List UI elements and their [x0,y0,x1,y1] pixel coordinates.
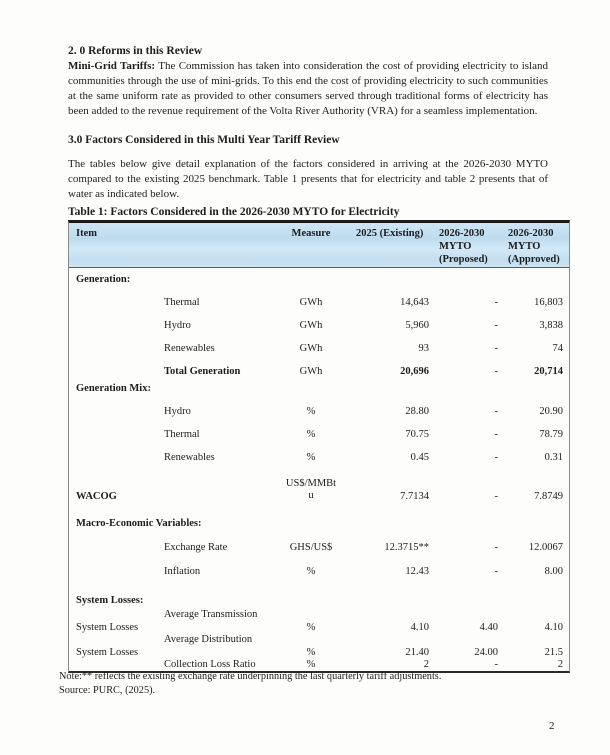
item-label: Average Transmission [164,609,258,620]
item-label: Average Distribution [164,634,253,645]
table-row-inflation [69,558,569,581]
proposed-value: - [494,659,498,670]
paragraph-mini-grid-tariffs [68,59,548,119]
approved-value: 3,838 [539,320,563,331]
row-left-label: System Losses [76,621,139,633]
measure-value: % [306,566,316,577]
approved-value: 4.10 [544,622,563,633]
measure-value: US$/MMBtu [285,478,337,501]
table-row-group-macro-economic [69,506,569,533]
group-label: Macro-Economic Variables: [76,518,202,529]
table1-block [68,205,570,673]
item-label: Collection Loss Ratio [164,659,256,670]
measure-value: GWh [299,343,323,354]
table-row-average-distribution [69,634,569,659]
table-header-row [69,223,569,268]
measure-value: % [306,429,316,440]
item-label: Renewables [164,452,215,463]
header-2025-existing: 2025 (Existing) [356,228,424,239]
paragraph-body-text: The Commission has taken into consideration the cost of providing electricity to island communities through the use of mini-grids. To this end the cost of providing electricity to such communities at the same uniform rate as provided to other consumers served through traditional forms of electricity has been added to the revenue requirement of the Volta River Authority (VRA) for a seamless implementation. [68,60,548,117]
header-myto-proposed: 2026-2030 MYTO (Proposed) [439,228,488,265]
measure-value: GHS/US$ [289,542,333,553]
measure-value: % [306,659,316,670]
item-label: Exchange Rate [164,542,228,553]
header-measure: Measure [291,228,331,239]
existing-value: 20,696 [400,366,429,377]
paragraph-lead-bold: Mini-Grid Tariffs: [68,60,156,72]
section-heading-factors: 3.0 Factors Considered in this Multi Year Tariff Review [68,134,340,146]
proposed-value: - [494,320,498,331]
table-note: Note:** reflects the existing exchange rate underpinning the last quarterly tariff adjustments. [59,671,442,682]
measure-value: % [306,406,316,417]
existing-value: 21.40 [405,647,429,658]
item-label: Thermal [164,429,200,440]
measure-value: GWh [299,366,323,377]
table-row-thermal-gwh [69,294,569,317]
footnotes-block [59,670,564,697]
existing-value: 5,960 [405,320,429,331]
existing-value: 12.3715** [384,542,429,553]
table-row-total-generation [69,363,569,380]
header-myto-approved: 2026-2030 MYTO (Approved) [508,228,560,265]
proposed-value: - [494,343,498,354]
measure-value: % [306,622,316,633]
group-label: System Losses: [76,595,144,606]
proposed-value: - [494,366,498,377]
approved-value: 20.90 [539,406,563,417]
measure-value: GWh [299,320,323,331]
table-row-renewables-pct [69,449,569,472]
body-text-block [68,44,548,202]
table1-title: Table 1: Factors Considered in the 2026-2030 MYTO for Electricity [68,206,400,218]
existing-value: 12.43 [405,566,429,577]
table-row-thermal-pct [69,426,569,449]
approved-value: 20,714 [534,366,563,377]
approved-value: 7.8749 [534,491,563,502]
existing-value: 70.75 [405,429,429,440]
approved-value: 12.0067 [528,542,563,553]
table1 [68,220,570,673]
item-label: Inflation [164,566,201,577]
table-row-exchange-rate [69,533,569,558]
table-source: Source: PURC, (2025). [59,684,156,696]
group-label: WACOG [76,491,117,502]
measure-value: % [306,647,316,658]
proposed-value: - [494,429,498,440]
table-row-group-generation [69,268,569,294]
existing-value: 7.7134 [400,491,429,502]
table-row-hydro-pct [69,403,569,426]
approved-value: 16,803 [534,297,563,308]
existing-value: 14,643 [400,297,429,308]
section-heading-reforms: 2. 0 Reforms in this Review [68,45,203,57]
proposed-value: 24.00 [474,647,498,658]
proposed-value: - [494,297,498,308]
proposed-value: - [494,452,498,463]
existing-value: 2 [423,659,429,670]
table-row-average-transmission [69,609,569,634]
item-label: Hydro [164,320,191,331]
group-label: Generation Mix: [76,383,151,394]
proposed-value: - [494,491,498,502]
proposed-value: 4.40 [479,622,498,633]
proposed-value: - [494,566,498,577]
approved-value: 21.5 [544,647,563,658]
existing-value: 28.80 [405,406,429,417]
measure-value: % [306,452,316,463]
table-row-group-system-losses [69,581,569,609]
header-item: Item [76,228,97,239]
measure-value: GWh [299,297,323,308]
item-label-stack [69,609,281,634]
item-label: Total Generation [164,366,241,377]
approved-value: 8.00 [544,566,563,577]
existing-value: 4.10 [410,622,429,633]
approved-value: 0.31 [544,452,563,463]
item-label: Hydro [164,406,191,417]
item-label-stack [69,634,281,659]
page-number: 2 [549,720,555,732]
group-label: Generation: [76,274,131,285]
proposed-value: - [494,406,498,417]
table-row-hydro-gwh [69,317,569,340]
table-row-renewables-gwh [69,340,569,363]
table-row-wacog [69,472,569,506]
table-row-group-generation-mix [69,380,569,403]
approved-value: 78.79 [539,429,563,440]
row-left-label: System Losses [76,646,139,658]
approved-value: 2 [557,659,563,670]
item-label: Renewables [164,343,215,354]
existing-value: 93 [418,343,429,354]
approved-value: 74 [552,343,563,354]
existing-value: 0.45 [410,452,429,463]
proposed-value: - [494,542,498,553]
item-label: Thermal [164,297,200,308]
paragraph-factors: The tables below give detail explanation of the factors considered in arriving at the 2026-2030 MYTO compared to the existing 2025 benchmark. Table 1 presents that for electricity and table 2 presents that of water as indicated below. [68,158,548,200]
